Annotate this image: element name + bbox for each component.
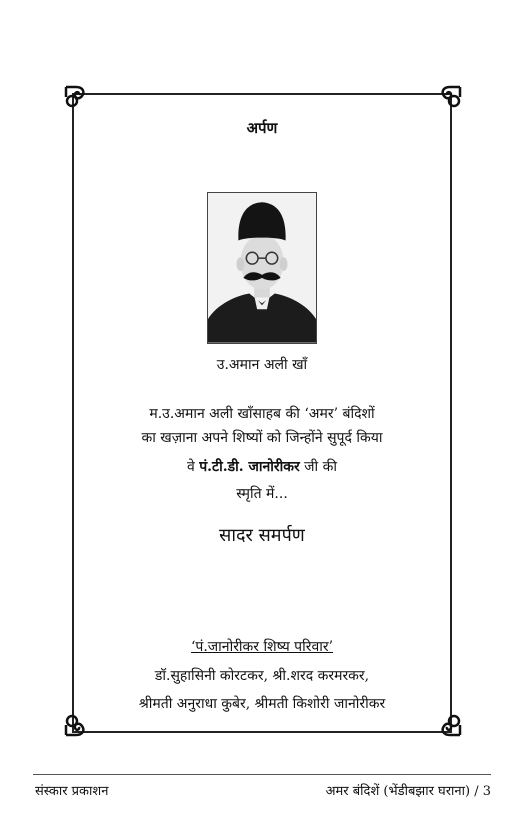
dedication-suffix: जी की xyxy=(304,459,338,475)
corner-ornament-top-left xyxy=(63,84,89,110)
guru-name: पं.टी.डी. जानोरीकर xyxy=(199,459,300,475)
corner-ornament-bottom-right xyxy=(437,712,463,738)
sadar-samarpan: सादर समर्पण xyxy=(219,525,305,546)
dedication-line-3 xyxy=(72,457,452,476)
portrait-photo xyxy=(207,192,317,344)
footer-book-info xyxy=(326,781,491,799)
dedication-line-4: स्मृति में... xyxy=(236,486,288,502)
footer-publisher: संस्कार प्रकाशन xyxy=(35,784,109,799)
dedication-line-2: का खज़ाना अपने शिष्यों को जिन्होंने सुपूर्द किया xyxy=(141,430,383,446)
portrait-illustration xyxy=(208,193,316,343)
disciples-names-line-2: श्रीमती अनुराधा कुबेर, श्रीमती किशोरी जानोरीकर xyxy=(138,696,386,712)
family-title: ‘पं.जानोरीकर शिष्य परिवार’ xyxy=(190,639,334,655)
corner-ornament-top-right xyxy=(437,84,463,110)
footer-divider xyxy=(33,774,491,775)
footer-book-title: अमर बंदिशें (भेंडीबझार घराना) xyxy=(325,784,471,799)
disciples-names-line-1: डॉ.सुहासिनी कोरटकर, श्री.शरद करमरकर, xyxy=(154,668,370,684)
dedication-prefix: वे xyxy=(186,459,195,475)
footer-separator: / xyxy=(474,784,479,799)
page-title: अर्पण xyxy=(246,119,278,137)
dedication-line-1: म.उ.अमान अली खाँसाहब की ‘अमर’ बंदिशों xyxy=(149,406,375,422)
photo-caption: उ.अमान अली खाँ xyxy=(216,357,308,373)
corner-ornament-bottom-left xyxy=(63,712,89,738)
page-number: 3 xyxy=(482,784,491,799)
